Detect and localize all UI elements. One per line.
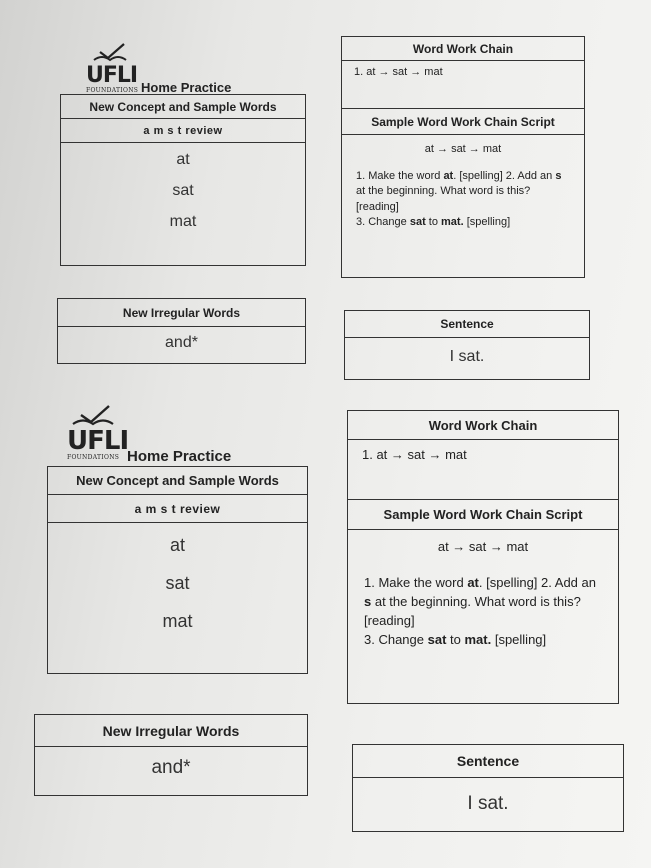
ufli-logo bbox=[67, 404, 129, 461]
chain-header: Word Work Chain bbox=[342, 37, 584, 61]
book-checkmark-icon bbox=[86, 42, 132, 64]
review-header: a m s t review bbox=[48, 495, 307, 523]
concept-box bbox=[47, 466, 308, 674]
concept-box bbox=[60, 94, 306, 266]
sentence-text: I sat. bbox=[467, 793, 509, 814]
concept-header: New Concept and Sample Words bbox=[61, 95, 305, 119]
sentence-box bbox=[344, 310, 590, 380]
logo-subtext: FOUNDATIONS bbox=[86, 87, 139, 94]
irregular-words-box bbox=[34, 714, 308, 796]
sample-word: at bbox=[169, 535, 185, 555]
chain-line: 1. at → sat → mat bbox=[348, 440, 618, 500]
sample-word: sat bbox=[172, 182, 194, 199]
book-checkmark-icon bbox=[67, 404, 119, 428]
concept-header: New Concept and Sample Words bbox=[48, 467, 307, 495]
logo-text: UFLI bbox=[67, 426, 129, 456]
sentence-box bbox=[352, 744, 624, 832]
script-text: 1. Make the word at. [spelling] 2. Add an s at the beginning. What word is this? [reading] 3. Change sat to mat. [spelling] bbox=[364, 575, 596, 647]
sample-word: at bbox=[176, 151, 190, 168]
chain-line: 1. at → sat → mat bbox=[342, 61, 584, 109]
script-text: 1. Make the word at. [spelling] 2. Add an s at the beginning. What word is this? [reading] 3. Change sat to mat. [spelling] bbox=[356, 170, 562, 229]
irregular-header: New Irregular Words bbox=[35, 715, 307, 747]
script-chain: at → sat → mat bbox=[437, 539, 529, 554]
logo-text: UFLI bbox=[86, 63, 138, 88]
review-header: a m s t review bbox=[61, 119, 305, 143]
chain-header: Word Work Chain bbox=[348, 411, 618, 440]
irregular-words-box bbox=[57, 298, 306, 364]
sentence-header: Sentence bbox=[353, 745, 623, 778]
script-header: Sample Word Work Chain Script bbox=[342, 109, 584, 135]
script-chain: at → sat → mat bbox=[424, 143, 502, 155]
irregular-word: and* bbox=[151, 757, 191, 778]
irregular-word: and* bbox=[165, 334, 198, 351]
sample-word: mat bbox=[169, 213, 197, 230]
word-work-chain-box bbox=[341, 36, 585, 278]
sentence-text: I sat. bbox=[449, 348, 485, 365]
sample-word: mat bbox=[162, 611, 193, 631]
word-work-chain-box bbox=[347, 410, 619, 704]
ufli-logo bbox=[86, 42, 142, 94]
sample-word: sat bbox=[165, 573, 190, 593]
sentence-header: Sentence bbox=[345, 311, 589, 338]
irregular-header: New Irregular Words bbox=[58, 299, 305, 327]
home-practice-title: Home Practice bbox=[127, 448, 232, 465]
script-header: Sample Word Work Chain Script bbox=[348, 500, 618, 530]
logo-subtext: FOUNDATIONS bbox=[67, 454, 120, 461]
home-practice-title: Home Practice bbox=[141, 80, 232, 95]
